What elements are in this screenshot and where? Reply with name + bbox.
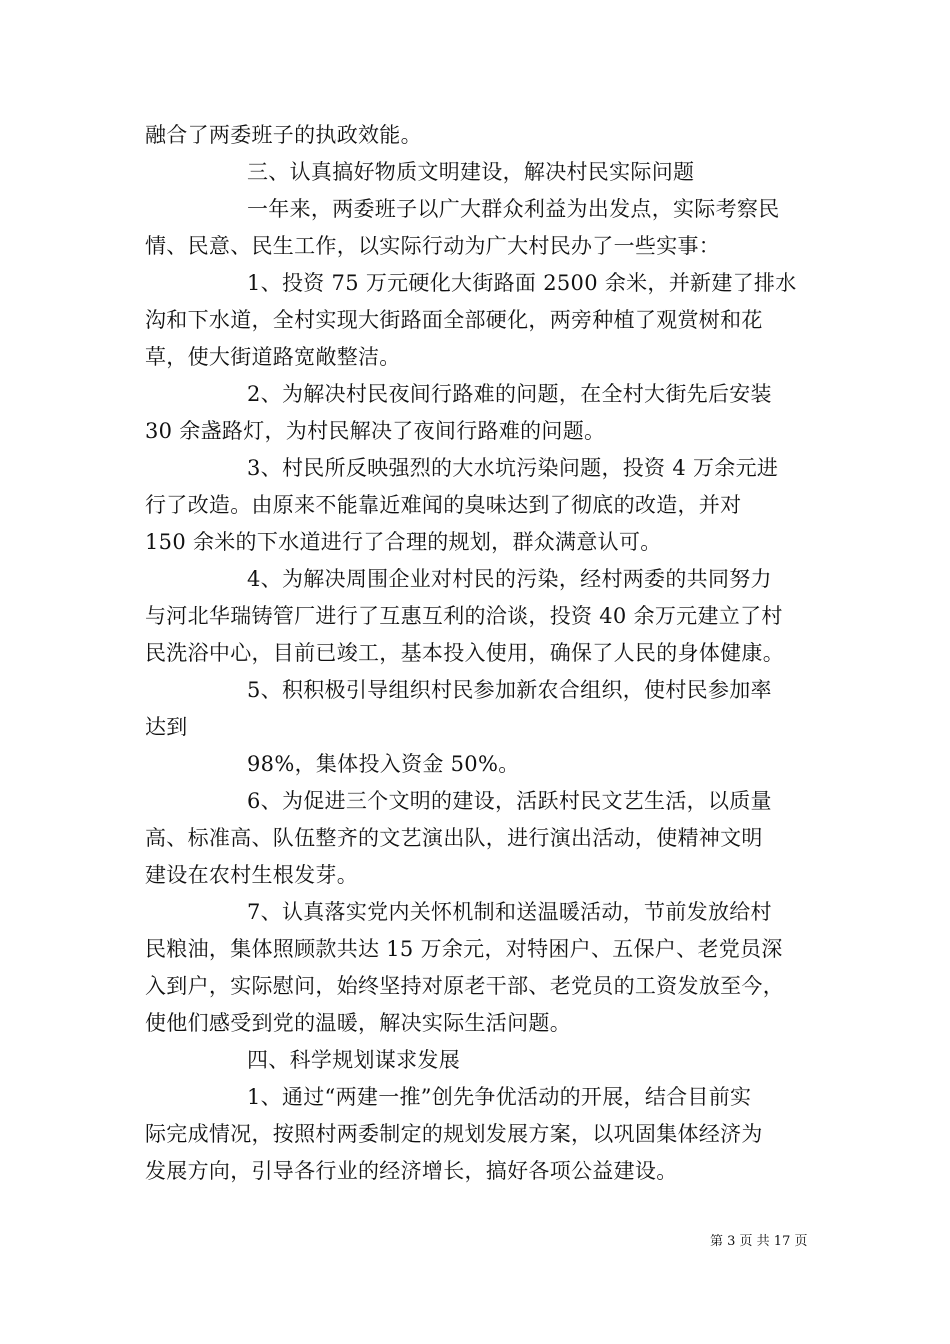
list-item-line: 6、为促进三个文明的建设，活跃村民文艺生活，以质量 [247, 789, 772, 813]
list-item-line: 4、为解决周围企业对村民的污染，经村两委的共同努力 [247, 567, 772, 591]
paragraph-line: 150 余米的下水道进行了合理的规划，群众满意认可。 [145, 530, 662, 554]
list-item-line: 1、通过“两建一推”创先争优活动的开展，结合目前实 [247, 1085, 752, 1109]
paragraph-line: 达到 [145, 715, 188, 739]
paragraph-line: 民粮油，集体照顾款共达 15 万余元，对特困户、五保户、老党员深 [145, 937, 783, 961]
section-heading: 三、认真搞好物质文明建设，解决村民实际问题 [247, 160, 695, 184]
list-item-line: 3、村民所反映强烈的大水坑污染问题，投资 4 万余元进 [247, 456, 779, 480]
paragraph-line: 沟和下水道，全村实现大街路面全部硬化，两旁种植了观赏树和花 [145, 308, 763, 332]
paragraph-line: 一年来，两委班子以广大群众利益为出发点，实际考察民 [247, 197, 780, 221]
list-item-line: 5、积积极引导组织村民参加新农合组织，使村民参加率 [247, 678, 772, 702]
paragraph-line: 际完成情况，按照村两委制定的规划发展方案，以巩固集体经济为 [145, 1122, 763, 1146]
paragraph-line: 入到户，实际慰问，始终坚持对原老干部、老党员的工资发放至今， [145, 974, 784, 998]
paragraph-line: 与河北华瑞铸管厂进行了互惠互利的洽谈，投资 40 余万元建立了村 [145, 604, 783, 628]
list-item-line: 1、投资 75 万元硬化大街路面 2500 余米，并新建了排水 [247, 271, 797, 295]
paragraph-line: 使他们感受到党的温暖，解决实际生活问题。 [145, 1011, 571, 1035]
paragraph-line: 98%，集体投入资金 50%。 [247, 752, 520, 776]
paragraph-line: 民洗浴中心，目前已竣工，基本投入使用，确保了人民的身体健康。 [145, 641, 784, 665]
list-item-line: 7、认真落实党内关怀机制和送温暖活动，节前发放给村 [247, 900, 772, 924]
paragraph-line: 行了改造。由原来不能靠近难闻的臭味达到了彻底的改造，并对 [145, 493, 742, 517]
list-item-line: 2、为解决村民夜间行路难的问题，在全村大街先后安装 [247, 382, 772, 406]
paragraph-line: 高、标准高、队伍整齐的文艺演出队，进行演出活动，使精神文明 [145, 826, 763, 850]
paragraph-line: 草，使大街道路宽敞整洁。 [145, 345, 401, 369]
section-heading: 四、科学规划谋求发展 [247, 1048, 460, 1072]
paragraph-line: 情、民意、民生工作，以实际行动为广大村民办了一些实事： [145, 234, 721, 258]
paragraph-line: 融合了两委班子的执政效能。 [145, 123, 422, 147]
page-number: 第 3 页 共 17 页 [710, 1234, 808, 1249]
paragraph-line: 30 余盏路灯，为村民解决了夜间行路难的问题。 [145, 419, 606, 443]
paragraph-line: 发展方向，引导各行业的经济增长，搞好各项公益建设。 [145, 1159, 678, 1183]
paragraph-line: 建设在农村生根发芽。 [145, 863, 358, 887]
